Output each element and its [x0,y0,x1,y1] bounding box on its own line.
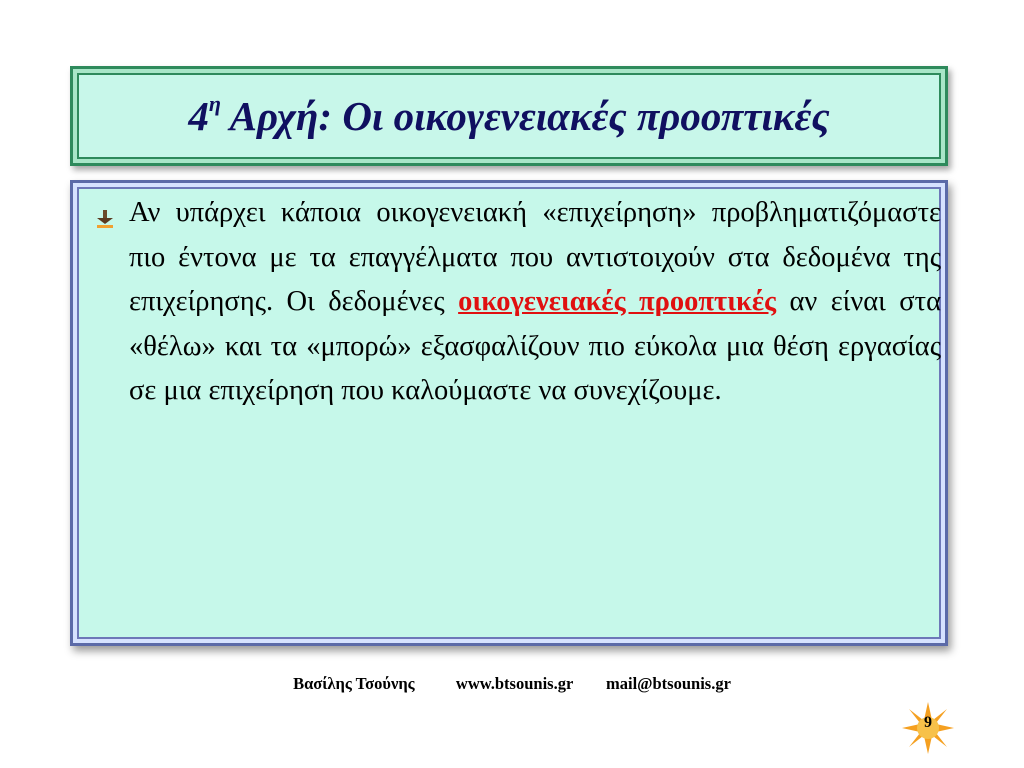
title-superscript: η [208,91,221,117]
highlighted-phrase: οικογενειακές προοπτικές [458,286,777,317]
bullet-paragraph [129,191,941,414]
paragraph-text-1: Αν υπάρχει κάποια οικογενειακή «επιχείρηση» προβληματιζόμαστε πιο έντονα με τα επαγγέλματα που αντιστοιχούν στα δεδομένα της επιχείρησης. Οι δεδομένες [129,197,941,317]
title-box [70,66,948,166]
slide-title [188,92,829,140]
title-number: 4 [188,93,209,139]
arrow-down-icon [95,209,115,229]
footer-website: www.btsounis.gr [455,674,573,693]
title-text: Αρχή: Οι οικογενειακές προοπτικές [220,93,830,139]
content-box [70,180,948,646]
paragraph-text-2: αν είναι στα «θέλω» και τα «μπορώ» εξασφαλίζουν πιο εύκολα μια θέση εργασίας σε μια επιχείρηση που καλούμαστε να συνεχίζουμε. [129,286,942,406]
footer-author: Βασίλης Τσούνης [293,674,415,693]
footer [0,674,1024,694]
page-number: 9 [924,714,932,731]
footer-email: mail@btsounis.gr [605,674,731,693]
